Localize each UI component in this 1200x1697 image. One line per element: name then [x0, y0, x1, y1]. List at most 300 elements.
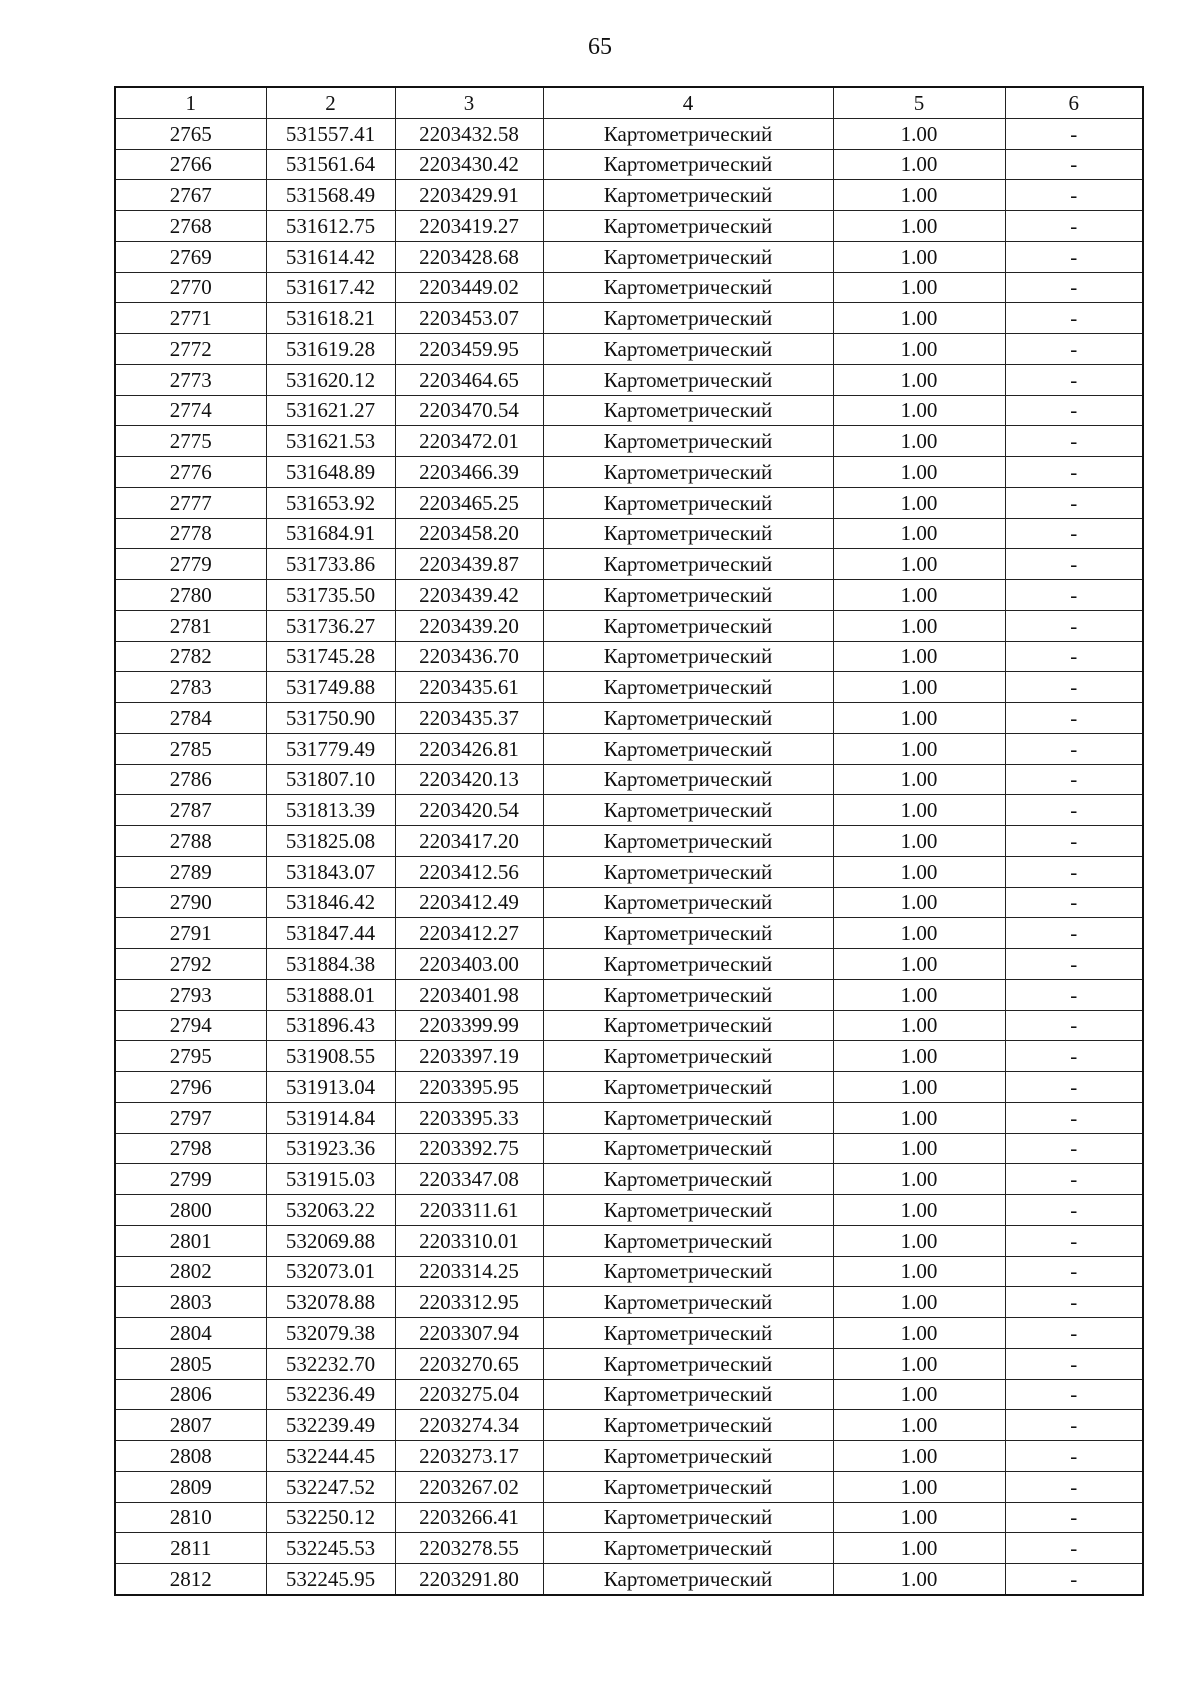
x-coordinate-cell: 531913.04 [266, 1072, 395, 1103]
accuracy-cell: 1.00 [833, 856, 1005, 887]
point-number-cell: 2782 [115, 641, 266, 672]
accuracy-cell: 1.00 [833, 487, 1005, 518]
column-header: 2 [266, 87, 395, 118]
note-cell: - [1005, 487, 1143, 518]
method-cell: Картометрический [543, 549, 833, 580]
note-cell: - [1005, 641, 1143, 672]
point-number-cell: 2806 [115, 1379, 266, 1410]
table-row [115, 1441, 1143, 1472]
method-cell: Картометрический [543, 1072, 833, 1103]
accuracy-cell: 1.00 [833, 918, 1005, 949]
table-row [115, 118, 1143, 149]
table-row [115, 887, 1143, 918]
note-cell: - [1005, 1410, 1143, 1441]
x-coordinate-cell: 531618.21 [266, 303, 395, 334]
x-coordinate-cell: 532078.88 [266, 1287, 395, 1318]
accuracy-cell: 1.00 [833, 426, 1005, 457]
point-number-cell: 2794 [115, 1010, 266, 1041]
note-cell: - [1005, 1379, 1143, 1410]
y-coordinate-cell: 2203429.91 [395, 180, 543, 211]
x-coordinate-cell: 531884.38 [266, 949, 395, 980]
x-coordinate-cell: 531612.75 [266, 211, 395, 242]
point-number-cell: 2810 [115, 1502, 266, 1533]
table-row [115, 1287, 1143, 1318]
table-row [115, 549, 1143, 580]
table-row [115, 1195, 1143, 1226]
y-coordinate-cell: 2203419.27 [395, 211, 543, 242]
y-coordinate-cell: 2203439.87 [395, 549, 543, 580]
table-row [115, 211, 1143, 242]
x-coordinate-cell: 531896.43 [266, 1010, 395, 1041]
y-coordinate-cell: 2203412.56 [395, 856, 543, 887]
table-row [115, 1564, 1143, 1595]
note-cell: - [1005, 1133, 1143, 1164]
table-row [115, 610, 1143, 641]
accuracy-cell: 1.00 [833, 1102, 1005, 1133]
table-row [115, 1502, 1143, 1533]
accuracy-cell: 1.00 [833, 1471, 1005, 1502]
note-cell: - [1005, 1533, 1143, 1564]
note-cell: - [1005, 549, 1143, 580]
note-cell: - [1005, 364, 1143, 395]
method-cell: Картометрический [543, 918, 833, 949]
x-coordinate-cell: 531750.90 [266, 703, 395, 734]
note-cell: - [1005, 764, 1143, 795]
y-coordinate-cell: 2203420.13 [395, 764, 543, 795]
point-number-cell: 2777 [115, 487, 266, 518]
method-cell: Картометрический [543, 672, 833, 703]
y-coordinate-cell: 2203470.54 [395, 395, 543, 426]
accuracy-cell: 1.00 [833, 887, 1005, 918]
method-cell: Картометрический [543, 1041, 833, 1072]
method-cell: Картометрический [543, 764, 833, 795]
note-cell: - [1005, 1225, 1143, 1256]
method-cell: Картометрический [543, 118, 833, 149]
point-number-cell: 2790 [115, 887, 266, 918]
accuracy-cell: 1.00 [833, 395, 1005, 426]
point-number-cell: 2812 [115, 1564, 266, 1595]
note-cell: - [1005, 949, 1143, 980]
x-coordinate-cell: 531843.07 [266, 856, 395, 887]
method-cell: Картометрический [543, 580, 833, 611]
y-coordinate-cell: 2203459.95 [395, 334, 543, 365]
note-cell: - [1005, 1348, 1143, 1379]
x-coordinate-cell: 531735.50 [266, 580, 395, 611]
accuracy-cell: 1.00 [833, 610, 1005, 641]
y-coordinate-cell: 2203273.17 [395, 1441, 543, 1472]
y-coordinate-cell: 2203310.01 [395, 1225, 543, 1256]
table-row [115, 672, 1143, 703]
method-cell: Картометрический [543, 1471, 833, 1502]
method-cell: Картометрический [543, 1133, 833, 1164]
y-coordinate-cell: 2203466.39 [395, 457, 543, 488]
table-row [115, 334, 1143, 365]
y-coordinate-cell: 2203464.65 [395, 364, 543, 395]
method-cell: Картометрический [543, 1441, 833, 1472]
table-row [115, 1072, 1143, 1103]
accuracy-cell: 1.00 [833, 1164, 1005, 1195]
accuracy-cell: 1.00 [833, 703, 1005, 734]
method-cell: Картометрический [543, 1102, 833, 1133]
y-coordinate-cell: 2203278.55 [395, 1533, 543, 1564]
method-cell: Картометрический [543, 1225, 833, 1256]
point-number-cell: 2795 [115, 1041, 266, 1072]
x-coordinate-cell: 532069.88 [266, 1225, 395, 1256]
x-coordinate-cell: 531568.49 [266, 180, 395, 211]
accuracy-cell: 1.00 [833, 795, 1005, 826]
x-coordinate-cell: 531888.01 [266, 979, 395, 1010]
point-number-cell: 2778 [115, 518, 266, 549]
accuracy-cell: 1.00 [833, 1225, 1005, 1256]
note-cell: - [1005, 118, 1143, 149]
table-row [115, 1164, 1143, 1195]
x-coordinate-cell: 531908.55 [266, 1041, 395, 1072]
x-coordinate-cell: 532247.52 [266, 1471, 395, 1502]
accuracy-cell: 1.00 [833, 1133, 1005, 1164]
table-row [115, 1010, 1143, 1041]
table-row [115, 641, 1143, 672]
point-number-cell: 2799 [115, 1164, 266, 1195]
point-number-cell: 2765 [115, 118, 266, 149]
column-header: 5 [833, 87, 1005, 118]
method-cell: Картометрический [543, 1010, 833, 1041]
table-row [115, 1471, 1143, 1502]
accuracy-cell: 1.00 [833, 457, 1005, 488]
point-number-cell: 2789 [115, 856, 266, 887]
note-cell: - [1005, 426, 1143, 457]
note-cell: - [1005, 1041, 1143, 1072]
note-cell: - [1005, 1102, 1143, 1133]
point-number-cell: 2781 [115, 610, 266, 641]
point-number-cell: 2809 [115, 1471, 266, 1502]
point-number-cell: 2792 [115, 949, 266, 980]
table-row [115, 1102, 1143, 1133]
note-cell: - [1005, 1164, 1143, 1195]
y-coordinate-cell: 2203417.20 [395, 826, 543, 857]
note-cell: - [1005, 1318, 1143, 1349]
method-cell: Картометрический [543, 1164, 833, 1195]
table-row [115, 703, 1143, 734]
x-coordinate-cell: 531617.42 [266, 272, 395, 303]
y-coordinate-cell: 2203392.75 [395, 1133, 543, 1164]
method-cell: Картометрический [543, 211, 833, 242]
y-coordinate-cell: 2203312.95 [395, 1287, 543, 1318]
note-cell: - [1005, 610, 1143, 641]
y-coordinate-cell: 2203432.58 [395, 118, 543, 149]
accuracy-cell: 1.00 [833, 580, 1005, 611]
table-row [115, 1225, 1143, 1256]
table-row [115, 1318, 1143, 1349]
table-row [115, 518, 1143, 549]
point-number-cell: 2807 [115, 1410, 266, 1441]
method-cell: Картометрический [543, 887, 833, 918]
coordinates-table [114, 86, 1144, 1596]
accuracy-cell: 1.00 [833, 118, 1005, 149]
column-header: 4 [543, 87, 833, 118]
accuracy-cell: 1.00 [833, 272, 1005, 303]
y-coordinate-cell: 2203347.08 [395, 1164, 543, 1195]
accuracy-cell: 1.00 [833, 1502, 1005, 1533]
table-row [115, 826, 1143, 857]
method-cell: Картометрический [543, 487, 833, 518]
method-cell: Картометрический [543, 1348, 833, 1379]
note-cell: - [1005, 149, 1143, 180]
method-cell: Картометрический [543, 241, 833, 272]
accuracy-cell: 1.00 [833, 764, 1005, 795]
x-coordinate-cell: 532073.01 [266, 1256, 395, 1287]
note-cell: - [1005, 887, 1143, 918]
x-coordinate-cell: 531847.44 [266, 918, 395, 949]
point-number-cell: 2773 [115, 364, 266, 395]
accuracy-cell: 1.00 [833, 641, 1005, 672]
note-cell: - [1005, 334, 1143, 365]
x-coordinate-cell: 531648.89 [266, 457, 395, 488]
x-coordinate-cell: 531779.49 [266, 733, 395, 764]
method-cell: Картометрический [543, 1533, 833, 1564]
y-coordinate-cell: 2203275.04 [395, 1379, 543, 1410]
note-cell: - [1005, 241, 1143, 272]
table-body [115, 118, 1143, 1595]
accuracy-cell: 1.00 [833, 1195, 1005, 1226]
x-coordinate-cell: 532245.53 [266, 1533, 395, 1564]
table-row [115, 733, 1143, 764]
x-coordinate-cell: 531745.28 [266, 641, 395, 672]
point-number-cell: 2802 [115, 1256, 266, 1287]
point-number-cell: 2766 [115, 149, 266, 180]
y-coordinate-cell: 2203439.20 [395, 610, 543, 641]
point-number-cell: 2785 [115, 733, 266, 764]
method-cell: Картометрический [543, 1195, 833, 1226]
note-cell: - [1005, 1441, 1143, 1472]
note-cell: - [1005, 918, 1143, 949]
table-row [115, 1533, 1143, 1564]
method-cell: Картометрический [543, 149, 833, 180]
table-row [115, 180, 1143, 211]
x-coordinate-cell: 531915.03 [266, 1164, 395, 1195]
table-row [115, 979, 1143, 1010]
y-coordinate-cell: 2203435.37 [395, 703, 543, 734]
y-coordinate-cell: 2203311.61 [395, 1195, 543, 1226]
x-coordinate-cell: 531621.27 [266, 395, 395, 426]
accuracy-cell: 1.00 [833, 1410, 1005, 1441]
note-cell: - [1005, 211, 1143, 242]
x-coordinate-cell: 531557.41 [266, 118, 395, 149]
x-coordinate-cell: 531923.36 [266, 1133, 395, 1164]
table-row [115, 764, 1143, 795]
method-cell: Картометрический [543, 826, 833, 857]
y-coordinate-cell: 2203274.34 [395, 1410, 543, 1441]
table-row [115, 1348, 1143, 1379]
table-row [115, 949, 1143, 980]
point-number-cell: 2772 [115, 334, 266, 365]
method-cell: Картометрический [543, 334, 833, 365]
point-number-cell: 2811 [115, 1533, 266, 1564]
point-number-cell: 2791 [115, 918, 266, 949]
note-cell: - [1005, 1287, 1143, 1318]
method-cell: Картометрический [543, 1502, 833, 1533]
method-cell: Картометрический [543, 426, 833, 457]
point-number-cell: 2798 [115, 1133, 266, 1164]
table-row [115, 241, 1143, 272]
x-coordinate-cell: 532250.12 [266, 1502, 395, 1533]
x-coordinate-cell: 531749.88 [266, 672, 395, 703]
method-cell: Картометрический [543, 703, 833, 734]
table-header [115, 87, 1143, 118]
method-cell: Картометрический [543, 272, 833, 303]
accuracy-cell: 1.00 [833, 1318, 1005, 1349]
accuracy-cell: 1.00 [833, 826, 1005, 857]
y-coordinate-cell: 2203291.80 [395, 1564, 543, 1595]
table-row [115, 795, 1143, 826]
accuracy-cell: 1.00 [833, 733, 1005, 764]
y-coordinate-cell: 2203412.27 [395, 918, 543, 949]
y-coordinate-cell: 2203395.33 [395, 1102, 543, 1133]
method-cell: Картометрический [543, 180, 833, 211]
method-cell: Картометрический [543, 1287, 833, 1318]
method-cell: Картометрический [543, 795, 833, 826]
point-number-cell: 2805 [115, 1348, 266, 1379]
y-coordinate-cell: 2203449.02 [395, 272, 543, 303]
method-cell: Картометрический [543, 303, 833, 334]
y-coordinate-cell: 2203439.42 [395, 580, 543, 611]
note-cell: - [1005, 826, 1143, 857]
accuracy-cell: 1.00 [833, 364, 1005, 395]
accuracy-cell: 1.00 [833, 1441, 1005, 1472]
table-row [115, 918, 1143, 949]
method-cell: Картометрический [543, 949, 833, 980]
accuracy-cell: 1.00 [833, 1287, 1005, 1318]
method-cell: Картометрический [543, 979, 833, 1010]
point-number-cell: 2796 [115, 1072, 266, 1103]
note-cell: - [1005, 1471, 1143, 1502]
table-row [115, 272, 1143, 303]
point-number-cell: 2780 [115, 580, 266, 611]
header-row [115, 87, 1143, 118]
note-cell: - [1005, 457, 1143, 488]
point-number-cell: 2768 [115, 211, 266, 242]
note-cell: - [1005, 795, 1143, 826]
point-number-cell: 2797 [115, 1102, 266, 1133]
point-number-cell: 2774 [115, 395, 266, 426]
y-coordinate-cell: 2203426.81 [395, 733, 543, 764]
method-cell: Картометрический [543, 733, 833, 764]
note-cell: - [1005, 395, 1143, 426]
point-number-cell: 2803 [115, 1287, 266, 1318]
method-cell: Картометрический [543, 1564, 833, 1595]
x-coordinate-cell: 531825.08 [266, 826, 395, 857]
point-number-cell: 2800 [115, 1195, 266, 1226]
y-coordinate-cell: 2203435.61 [395, 672, 543, 703]
note-cell: - [1005, 703, 1143, 734]
method-cell: Картометрический [543, 1410, 833, 1441]
point-number-cell: 2793 [115, 979, 266, 1010]
accuracy-cell: 1.00 [833, 180, 1005, 211]
note-cell: - [1005, 672, 1143, 703]
note-cell: - [1005, 1010, 1143, 1041]
point-number-cell: 2770 [115, 272, 266, 303]
accuracy-cell: 1.00 [833, 1379, 1005, 1410]
y-coordinate-cell: 2203395.95 [395, 1072, 543, 1103]
x-coordinate-cell: 531621.53 [266, 426, 395, 457]
y-coordinate-cell: 2203436.70 [395, 641, 543, 672]
table-row [115, 580, 1143, 611]
accuracy-cell: 1.00 [833, 672, 1005, 703]
point-number-cell: 2808 [115, 1441, 266, 1472]
table-row [115, 487, 1143, 518]
y-coordinate-cell: 2203270.65 [395, 1348, 543, 1379]
table-row [115, 856, 1143, 887]
note-cell: - [1005, 518, 1143, 549]
y-coordinate-cell: 2203458.20 [395, 518, 543, 549]
y-coordinate-cell: 2203401.98 [395, 979, 543, 1010]
accuracy-cell: 1.00 [833, 1348, 1005, 1379]
x-coordinate-cell: 531684.91 [266, 518, 395, 549]
table-row [115, 426, 1143, 457]
accuracy-cell: 1.00 [833, 549, 1005, 580]
accuracy-cell: 1.00 [833, 518, 1005, 549]
accuracy-cell: 1.00 [833, 979, 1005, 1010]
note-cell: - [1005, 733, 1143, 764]
table-row [115, 395, 1143, 426]
method-cell: Картометрический [543, 856, 833, 887]
note-cell: - [1005, 272, 1143, 303]
y-coordinate-cell: 2203314.25 [395, 1256, 543, 1287]
y-coordinate-cell: 2203403.00 [395, 949, 543, 980]
x-coordinate-cell: 531914.84 [266, 1102, 395, 1133]
point-number-cell: 2787 [115, 795, 266, 826]
table-row [115, 1379, 1143, 1410]
table-row [115, 364, 1143, 395]
accuracy-cell: 1.00 [833, 1564, 1005, 1595]
note-cell: - [1005, 1564, 1143, 1595]
table-row [115, 1256, 1143, 1287]
x-coordinate-cell: 532244.45 [266, 1441, 395, 1472]
y-coordinate-cell: 2203420.54 [395, 795, 543, 826]
point-number-cell: 2771 [115, 303, 266, 334]
method-cell: Картометрический [543, 457, 833, 488]
table-row [115, 1410, 1143, 1441]
accuracy-cell: 1.00 [833, 1256, 1005, 1287]
note-cell: - [1005, 303, 1143, 334]
point-number-cell: 2784 [115, 703, 266, 734]
x-coordinate-cell: 532079.38 [266, 1318, 395, 1349]
accuracy-cell: 1.00 [833, 1072, 1005, 1103]
method-cell: Картометрический [543, 610, 833, 641]
x-coordinate-cell: 532245.95 [266, 1564, 395, 1595]
y-coordinate-cell: 2203428.68 [395, 241, 543, 272]
note-cell: - [1005, 856, 1143, 887]
method-cell: Картометрический [543, 364, 833, 395]
point-number-cell: 2776 [115, 457, 266, 488]
y-coordinate-cell: 2203453.07 [395, 303, 543, 334]
method-cell: Картометрический [543, 641, 833, 672]
method-cell: Картометрический [543, 518, 833, 549]
x-coordinate-cell: 531619.28 [266, 334, 395, 365]
page-number: 65 [588, 34, 612, 60]
x-coordinate-cell: 531736.27 [266, 610, 395, 641]
accuracy-cell: 1.00 [833, 949, 1005, 980]
accuracy-cell: 1.00 [833, 211, 1005, 242]
x-coordinate-cell: 531846.42 [266, 887, 395, 918]
note-cell: - [1005, 1072, 1143, 1103]
column-header: 3 [395, 87, 543, 118]
note-cell: - [1005, 979, 1143, 1010]
note-cell: - [1005, 580, 1143, 611]
note-cell: - [1005, 1256, 1143, 1287]
table-row [115, 303, 1143, 334]
accuracy-cell: 1.00 [833, 303, 1005, 334]
y-coordinate-cell: 2203399.99 [395, 1010, 543, 1041]
